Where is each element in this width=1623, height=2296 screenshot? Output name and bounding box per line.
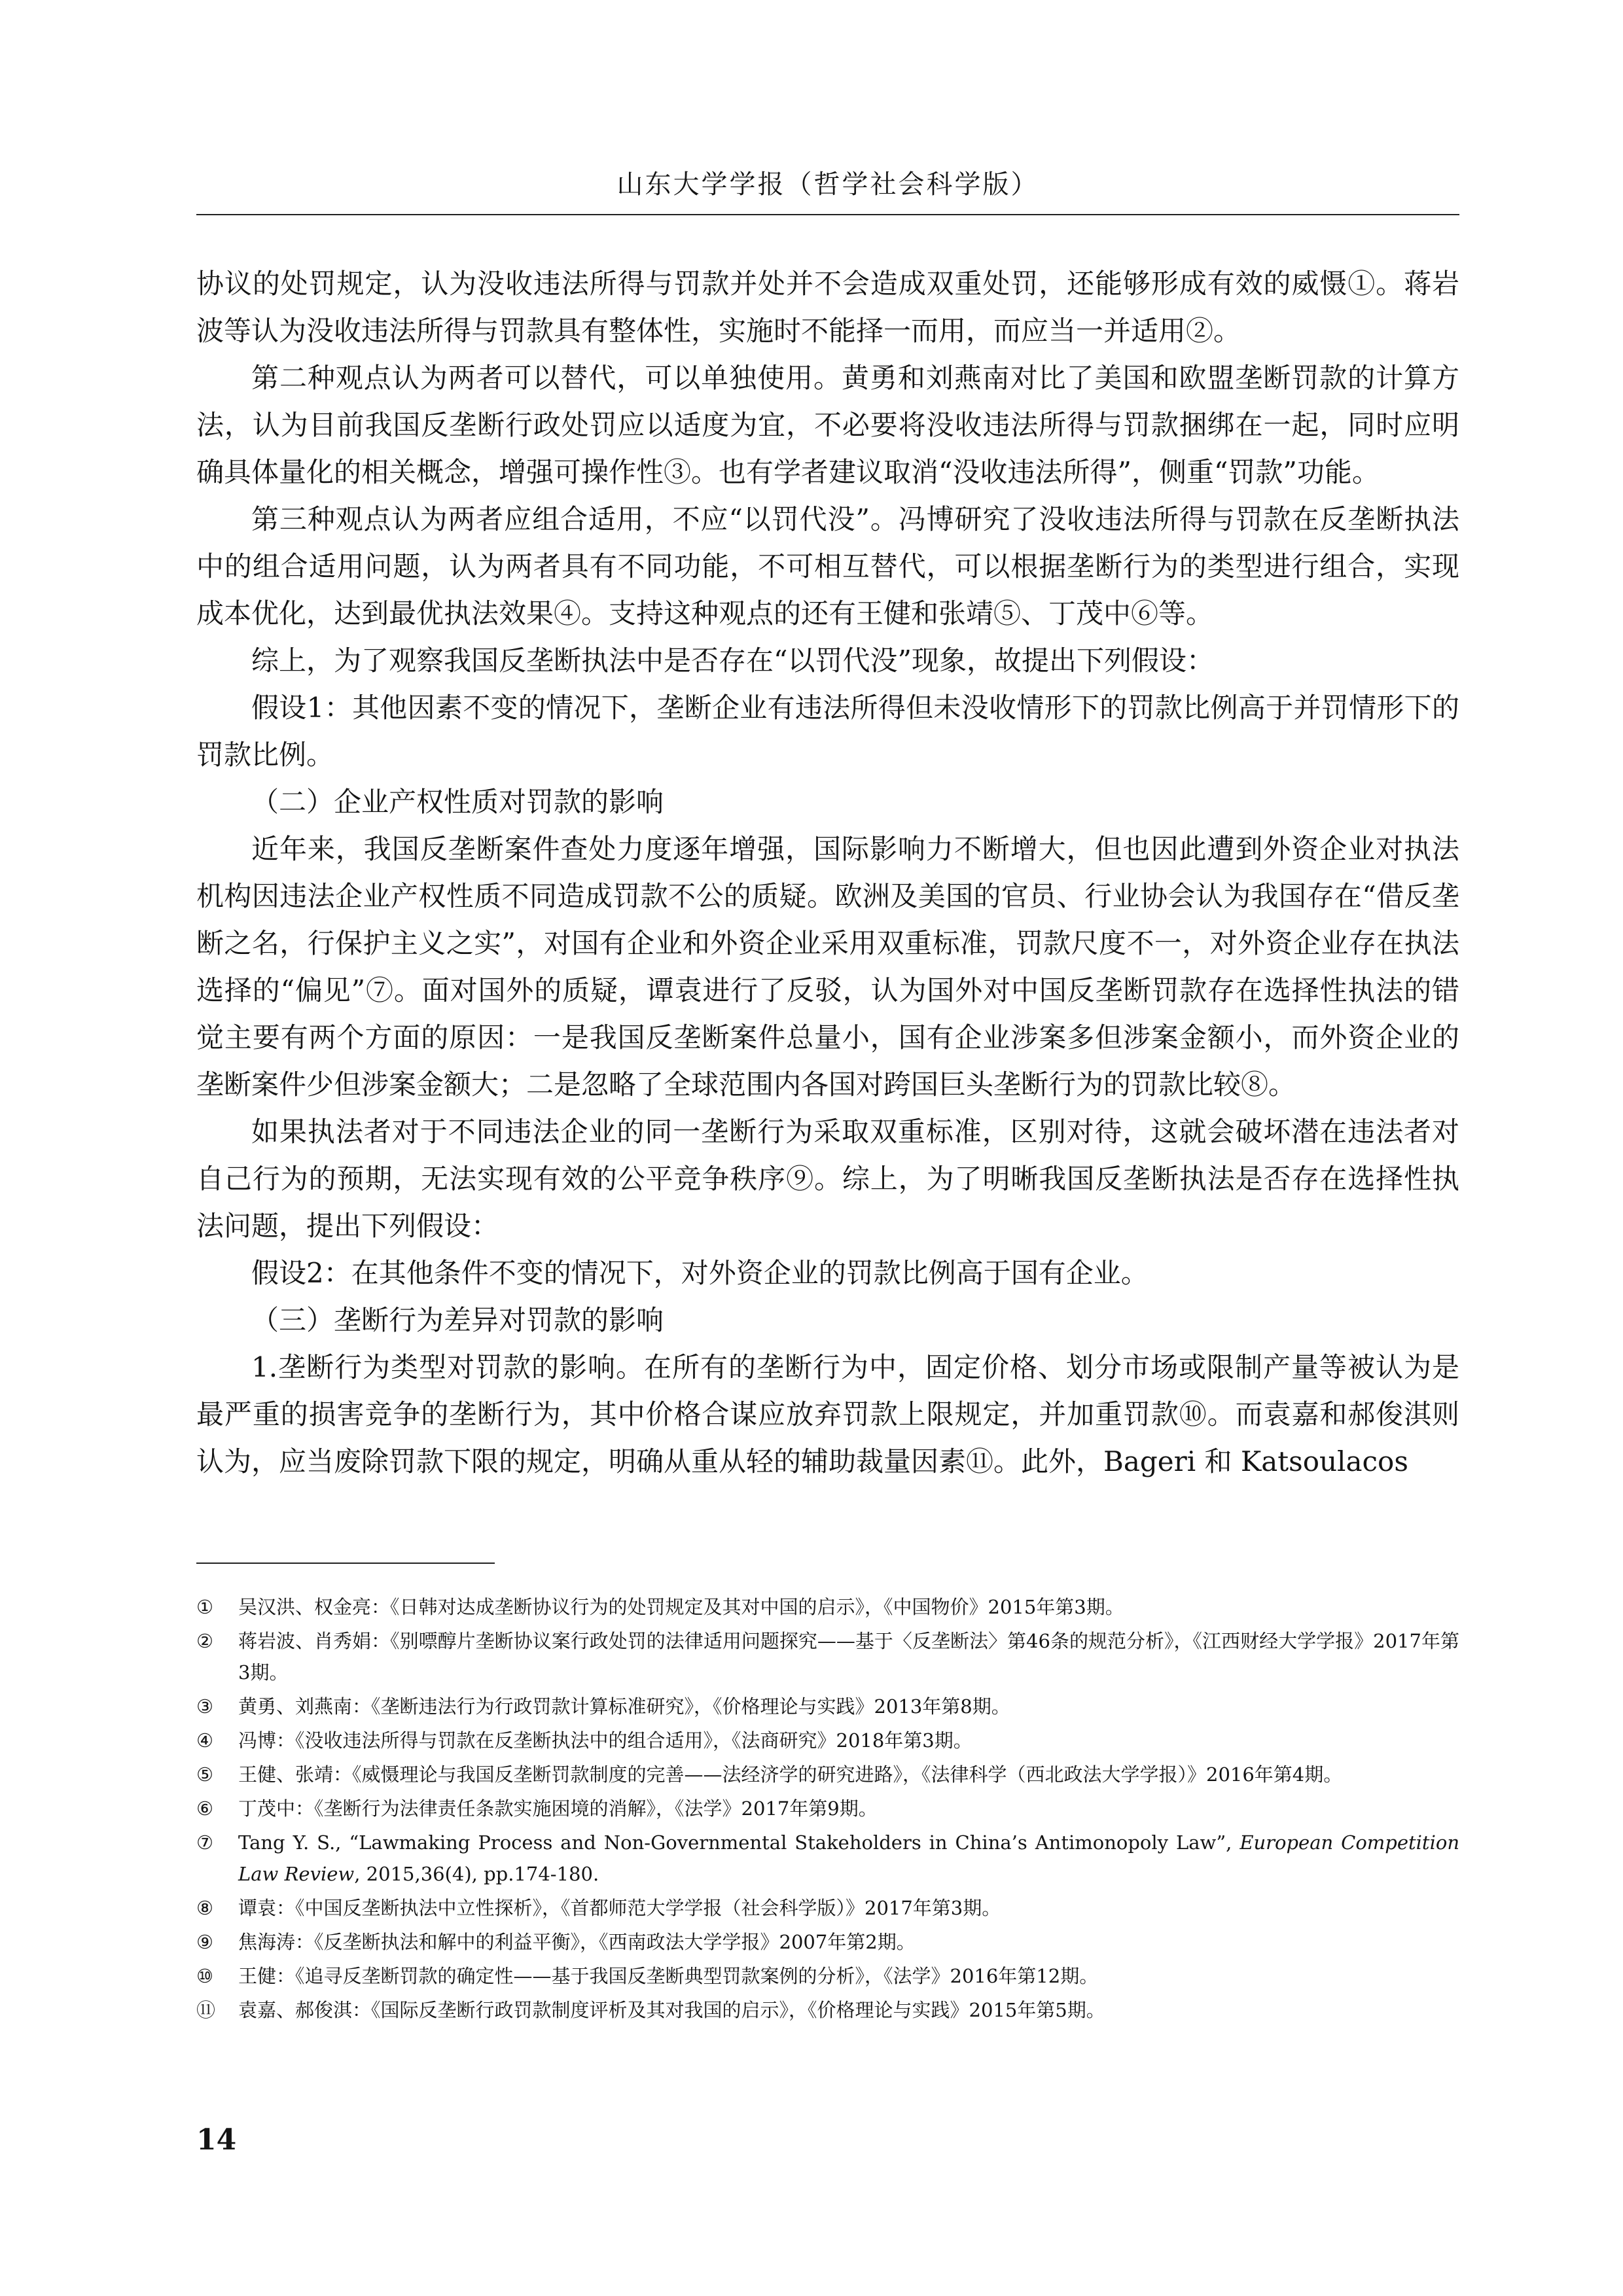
footnote-text (238, 1827, 1459, 1890)
header-divider (196, 214, 1459, 215)
footnote (196, 1960, 1459, 1992)
hypothesis-2: 假设2：在其他条件不变的情况下，对外资企业的罚款比例高于国有企业。 (251, 1257, 1149, 1289)
footnote (196, 1725, 1459, 1756)
footnote-text: 蒋岩波、肖秀娟：《别嘌醇片垄断协议案行政处罚的法律适用问题探究——基于〈反垄断法〉第46条的规范分析》，《江西财经大学学报》2017年第3期。 (238, 1630, 1459, 1684)
footnote-mark: ② (196, 1630, 213, 1652)
body-text (196, 260, 1459, 1485)
footnote (196, 1625, 1459, 1688)
journal-header-title: 山东大学学报（哲学社会科学版） (616, 169, 1039, 200)
footnote-mark: ⑩ (196, 1965, 213, 1987)
footnote-text: 黄勇、刘燕南：《垄断违法行为行政罚款计算标准研究》，《价格理论与实践》2013年第8期。 (238, 1695, 1010, 1718)
footnote-text: 焦海涛：《反垄断执法和解中的利益平衡》，《西南政法大学学报》2007年第2期。 (238, 1931, 916, 1953)
footnote-text: 吴汉洪、权金亮：《日韩对达成垄断协议行为的处罚规定及其对中国的启示》，《中国物价》2015年第3期。 (238, 1596, 1124, 1618)
hypothesis-1: 假设1：其他因素不变的情况下，垄断企业有违法所得但未没收情形下的罚款比例高于并罚情形下的罚款比例。 (196, 692, 1459, 771)
footnote-text: 冯博：《没收违法所得与罚款在反垄断执法中的组合适用》，《法商研究》2018年第3期。 (238, 1729, 972, 1752)
paragraph: 如果执法者对于不同违法企业的同一垄断行为采取双重标准，区别对待，这就会破坏潜在违法者对自己行为的预期，无法实现有效的公平竞争秩序⑨。综上，为了明晰我国反垄断执法是否存在选择性执法问题，提出下列假设： (196, 1116, 1459, 1242)
section-heading: （二）企业产权性质对罚款的影响 (251, 786, 664, 818)
footnote-mark: ① (196, 1596, 213, 1618)
section-heading: （三）垄断行为差异对罚款的影响 (251, 1304, 664, 1336)
footnotes (196, 1591, 1459, 2028)
footnote (196, 1691, 1459, 1722)
footnote-mark: ⑤ (196, 1763, 213, 1786)
paragraph: 第三种观点认为两者应组合适用，不应“以罚代没”。冯博研究了没收违法所得与罚款在反垄断执法中的组合适用问题，认为两者具有不同功能，不可相互替代，可以根据垄断行为的类型进行组合，实现成本优化，达到最优执法效果④。支持这种观点的还有王健和张靖⑤、丁茂中⑥等。 (196, 503, 1459, 629)
footnote-mark: ⑨ (196, 1931, 213, 1953)
paragraph: 1.垄断行为类型对罚款的影响。在所有的垄断行为中，固定价格、划分市场或限制产量等被认为是最严重的损害竞争的垄断行为，其中价格合谋应放弃罚款上限规定，并加重罚款⑩。而袁嘉和郝俊淇则认为，应当废除罚款下限的规定，明确从重从轻的辅助裁量因素⑪。此外，Bageri 和 Katsoulacos (196, 1351, 1459, 1477)
footnote-divider (196, 1563, 495, 1564)
paragraph: 综上，为了观察我国反垄断执法中是否存在“以罚代没”现象，故提出下列假设： (251, 645, 1214, 677)
footnote-mark: ⑪ (196, 1999, 216, 2021)
paragraph: 近年来，我国反垄断案件查处力度逐年增强，国际影响力不断增大，但也因此遭到外资企业对执法机构因违法企业产权性质不同造成罚款不公的质疑。欧洲及美国的官员、行业协会认为我国存在“借反垄断之名，行保护主义之实”，对国有企业和外资企业采用双重标准，罚款尺度不一，对外资企业存在执法选择的“偏见”⑦。面对国外的质疑，谭袁进行了反驳，认为国外对中国反垄断罚款存在选择性执法的错觉主要有两个方面的原因：一是我国反垄断案件总量小，国有企业涉案多但涉案金额小，而外资企业的垄断案件少但涉案金额大；二是忽略了全球范围内各国对跨国巨头垄断行为的罚款比较⑧。 (196, 833, 1459, 1101)
footnote-text: 谭袁：《中国反垄断执法中立性探析》，《首都师范大学学报（社会科学版）》2017年第3期。 (238, 1897, 1001, 1919)
citation-details: , 2015,36(4), pp.174-180. (354, 1863, 599, 1885)
footnote (196, 1827, 1459, 1890)
journal-title-italic: European Competition Law Review (238, 1831, 1459, 1885)
footnote-text: 王健：《追寻反垄断罚款的确定性——基于我国反垄断典型罚款案例的分析》，《法学》2016年第12期。 (238, 1965, 1099, 1987)
citation-text: Tang Y. S., “Lawmaking Process and Non-Governmental Stakeholders in China’s Antimonopoly Law”, (238, 1831, 1240, 1854)
footnote-mark: ④ (196, 1729, 213, 1752)
footnote-text: 王健、张靖：《威慑理论与我国反垄断罚款制度的完善——法经济学的研究进路》，《法律科学（西北政法大学学报）》2016年第4期。 (238, 1763, 1343, 1786)
footnote (196, 1994, 1459, 2026)
footnote (196, 1591, 1459, 1623)
paragraph: 协议的处罚规定，认为没收违法所得与罚款并处并不会造成双重处罚，还能够形成有效的威慑①。蒋岩波等认为没收违法所得与罚款具有整体性，实施时不能择一而用，而应当一并适用②。 (196, 268, 1459, 347)
footnote-text: 丁茂中：《垄断行为法律责任条款实施困境的消解》，《法学》2017年第9期。 (238, 1797, 878, 1820)
page-number: 14 (196, 2123, 237, 2157)
footnote (196, 1892, 1459, 1924)
footnote-mark: ③ (196, 1695, 213, 1718)
footnote-mark: ⑦ (196, 1831, 213, 1854)
footnote-text: 袁嘉、郝俊淇：《国际反垄断行政罚款制度评析及其对我国的启示》，《价格理论与实践》2015年第5期。 (238, 1999, 1105, 2021)
footnote (196, 1759, 1459, 1790)
footnote-mark: ⑥ (196, 1797, 213, 1820)
paragraph: 第二种观点认为两者可以替代，可以单独使用。黄勇和刘燕南对比了美国和欧盟垄断罚款的计算方法，认为目前我国反垄断行政处罚应以适度为宜，不必要将没收违法所得与罚款捆绑在一起，同时应明确具体量化的相关概念，增强可操作性③。也有学者建议取消“没收违法所得”，侧重“罚款”功能。 (196, 362, 1459, 488)
footnote (196, 1793, 1459, 1824)
footnote-mark: ⑧ (196, 1897, 213, 1919)
footnote (196, 1926, 1459, 1958)
